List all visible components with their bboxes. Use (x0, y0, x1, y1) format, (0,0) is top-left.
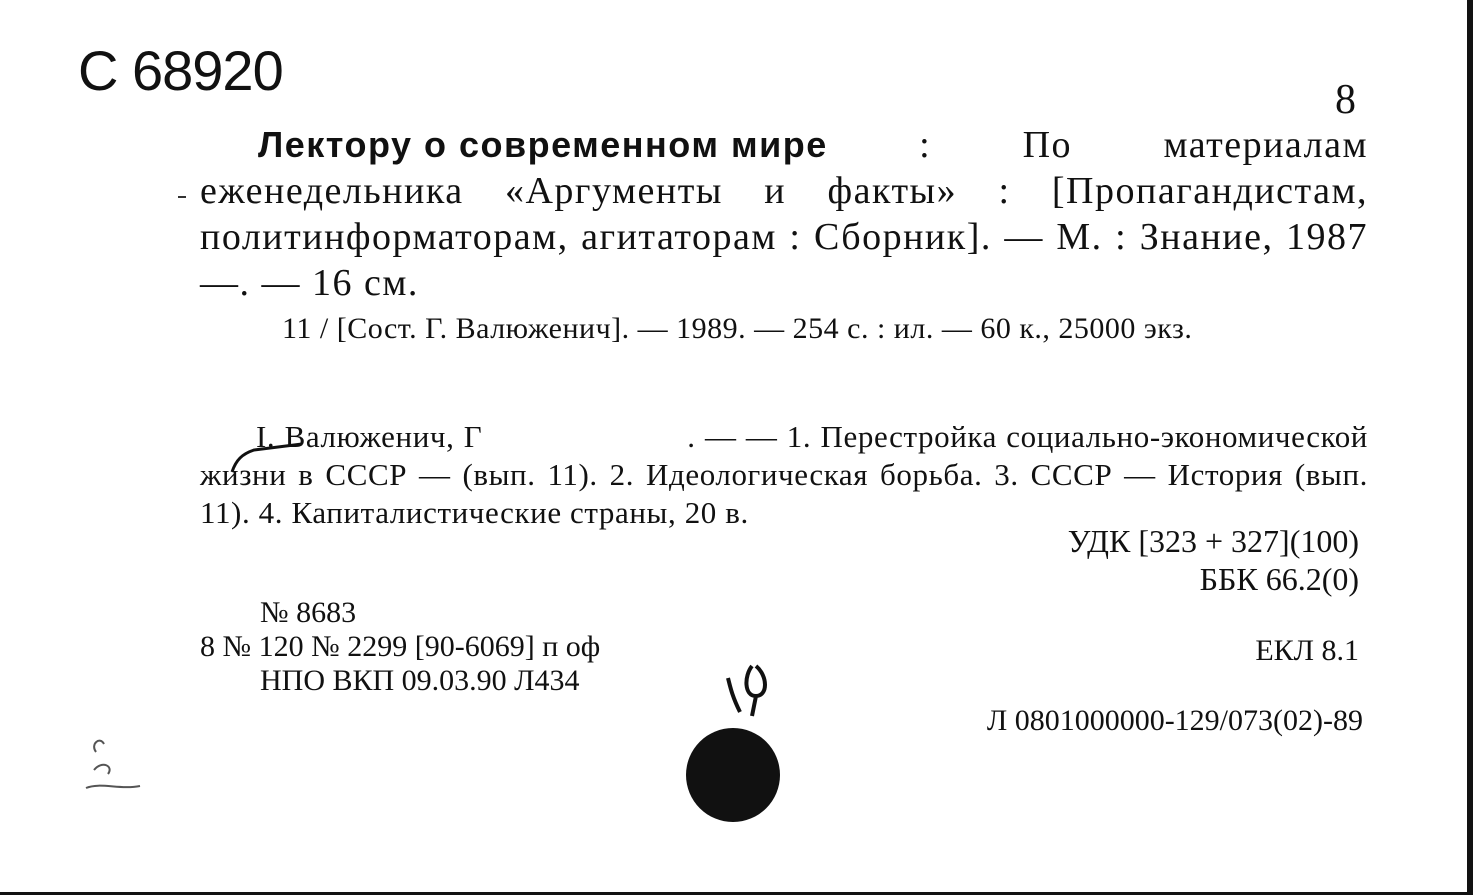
publisher-line: НПО ВКП 09.03.90 Л434 (260, 664, 580, 697)
description-rest: : По материалам еженедельника «Аргументы и факты» : [Пропагандистам, политинформаторам, агитаторам : Сборник]. — М. : Знание, 1987—. — 16 см. (200, 124, 1368, 304)
bbk-code: ББК 66.2(0) (1199, 561, 1359, 597)
handwritten-initial-mark (722, 656, 782, 720)
shelfmark: С 68920 (78, 39, 283, 102)
order-number: № 8683 (260, 596, 357, 629)
print-line: 8 № 120 № 2299 [90-6069] п оф (200, 630, 601, 663)
punch-hole (686, 728, 780, 822)
card-number: 8 (1335, 77, 1356, 123)
tracing-subjects: . — — 1. Перестройка социально-экономической жизни в СССР — (вып. 11). 2. Идеологическая борьба. 3. СССР — История (вып. 11). 4. Капиталистические страны, 20 в. (200, 419, 1368, 530)
classification (1068, 522, 1359, 598)
publication-title: Лектору о современном мире (258, 124, 828, 165)
tracing-author: I. Валюженич, Г (256, 419, 483, 454)
margin-tick-mark (178, 196, 186, 198)
ekl-code: ЕКЛ 8.1 (1255, 634, 1359, 667)
volume-entry (200, 310, 1370, 348)
subject-tracing (200, 418, 1368, 532)
udk-code: УДК [323 + 327](100) (1067, 523, 1359, 559)
pencil-scribble-mark (80, 730, 150, 800)
volume-line: 11 / [Сост. Г. Валюженич]. — 1989. — 254 с. : ил. — 60 к., 25000 экз. (282, 312, 1193, 345)
production-info (200, 596, 600, 698)
l-code: Л 0801000000-129/073(02)-89 (986, 704, 1363, 737)
handwritten-stroke-mark (228, 420, 308, 480)
bibliographic-description (200, 122, 1368, 306)
